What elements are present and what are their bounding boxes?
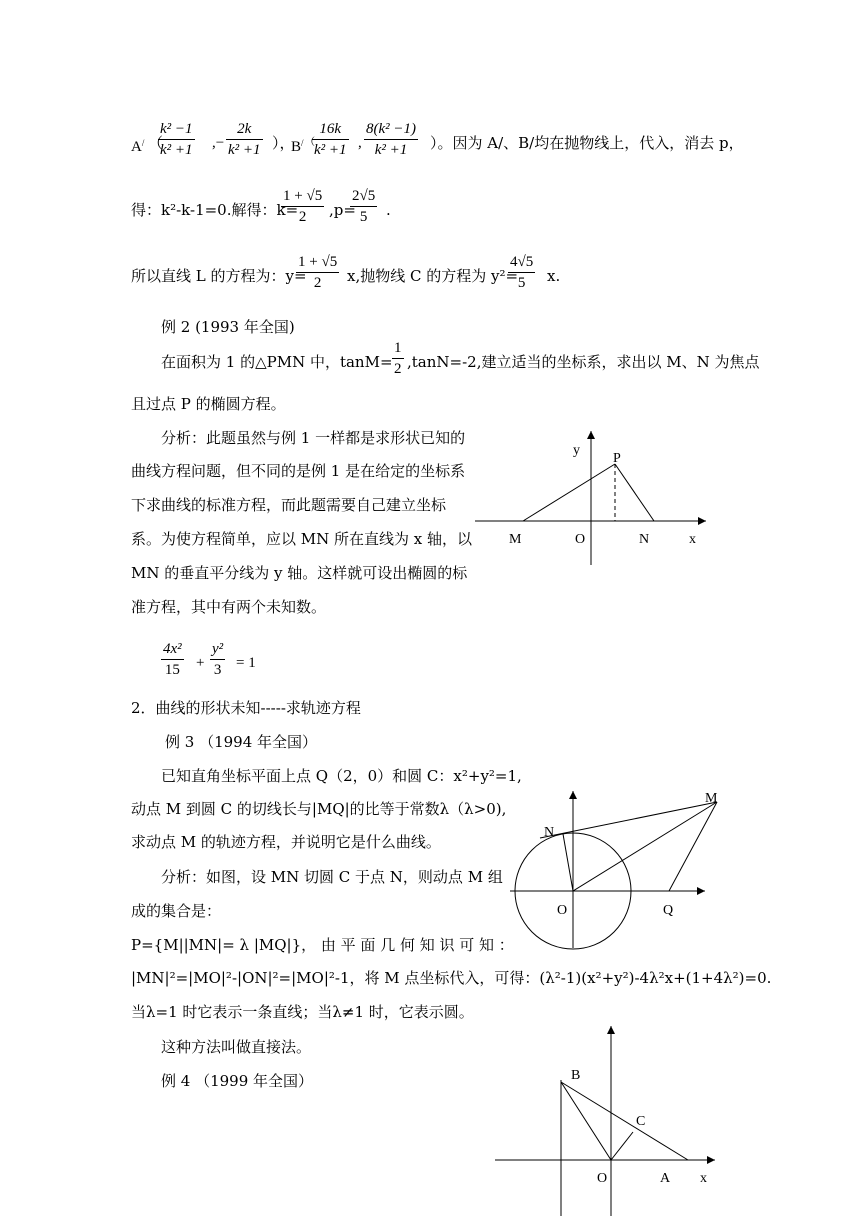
example-2-question-suffix: ,tanN=-2,建立适当的坐标系，求出以 M、N 为焦点 xyxy=(407,353,760,371)
label-x: x xyxy=(700,1171,707,1186)
example-2-title: 例 2 (1993 年全国) xyxy=(161,318,295,336)
line3-prefix: 所以直线 L 的方程为：y= xyxy=(131,267,307,285)
fraction-16k-over-k2p1: $\frac{16k}{\text{k² +1}}$ xyxy=(314,121,347,158)
label-p: P xyxy=(613,451,621,466)
open-paren: （ xyxy=(148,134,164,152)
example-3-line: 当λ=1 时它表示一条直线；当λ≠1 时，它表示圆。 xyxy=(131,1003,474,1021)
circle-tangent-figure xyxy=(505,785,730,950)
side-mp xyxy=(523,464,615,521)
label-n: N xyxy=(544,825,555,840)
y-axis-arrow xyxy=(587,431,595,439)
example-3-line: P={M||MN|= λ |MQ|}， 由 平 面 几 何 知 识 可 知 ： xyxy=(131,936,514,954)
line1-tail-text: ）。因为 A/、B/均在抛物线上，代入，消去 p， xyxy=(430,134,744,152)
section-2-title: 2．曲线的形状未知-----求轨迹方程 xyxy=(131,699,361,717)
label-a: A xyxy=(660,1171,671,1186)
example-3-line: 求动点 M 的轨迹方程，并说明它是什么曲线。 xyxy=(131,833,441,851)
fraction-one-half: $\frac{1}{2}$ xyxy=(394,340,402,377)
y-axis-arrow xyxy=(569,791,577,799)
x-axis-arrow xyxy=(707,1156,715,1164)
analysis-line: MN 的垂直平分线为 y 轴。这样就可设出椭圆的标 xyxy=(131,564,468,582)
x-axis-arrow xyxy=(698,517,706,525)
segment-ba xyxy=(561,1082,688,1160)
label-x: x xyxy=(689,532,696,547)
label-b-prime: B/ xyxy=(291,138,304,155)
fraction-parabola-coeff: $\frac{4√5}{5}$ xyxy=(510,254,534,291)
fraction-k2m1-over-k2p1: $\frac{\text{k² −1}}{\text{k² +1}}$ xyxy=(160,121,193,158)
tangent-mn xyxy=(540,802,717,838)
example-4-title: 例 4 （1999 年全国） xyxy=(161,1072,314,1090)
example-2-question-line2: 且过点 P 的椭圆方程。 xyxy=(131,395,286,413)
segment-om xyxy=(573,802,717,891)
side-pn xyxy=(615,464,654,521)
label-a-prime: A/ xyxy=(131,138,145,155)
radius-on xyxy=(563,834,573,891)
label-n: N xyxy=(639,532,650,547)
analysis-line: 系。为使方程简单，应以 MN 所在直线为 x 轴，以 xyxy=(131,530,473,548)
fraction-8-over-k2p1: $\frac{\text{8(k² −1)}}{\text{k² +1}}$ xyxy=(366,121,417,158)
segment-bo xyxy=(561,1082,611,1160)
line2-prefix: 得：k²-k-1=0.解得：k= xyxy=(131,201,299,219)
fraction-y2-over-3: $\frac{\text{y²}}{3}$ xyxy=(212,641,224,678)
analysis-line: 分析：此题虽然与例 1 一样都是求形状已知的 xyxy=(161,429,466,447)
label-o: O xyxy=(557,903,568,918)
example-3-title: 例 3 （1994 年全国） xyxy=(165,733,318,751)
example-3-line: 这种方法叫做直接法。 xyxy=(161,1038,312,1056)
label-m: M xyxy=(705,791,718,806)
fraction-k-value: $\frac{1 + √5}{2}$ xyxy=(283,188,323,225)
fraction-line-slope: $\frac{1 + √5}{2}$ xyxy=(298,254,338,291)
x-axis-arrow xyxy=(697,887,705,895)
analysis-line: 曲线方程问题，但不同的是例 1 是在给定的坐标系 xyxy=(131,462,466,480)
label-b: B xyxy=(571,1068,581,1083)
fraction-p-value: $\frac{2√5}{5}$ xyxy=(352,188,376,225)
segment-mq xyxy=(669,802,717,891)
triangle-pmn-figure xyxy=(470,425,710,570)
label-o: O xyxy=(575,532,586,547)
example-3-line: 分析：如图，设 MN 切圆 C 于点 N，则动点 M 组 xyxy=(161,868,503,886)
line3-mid: x,抛物线 C 的方程为 y²= xyxy=(347,267,519,285)
close-paren: ）， xyxy=(272,134,295,152)
example-3-line: 已知直角坐标平面上点 Q（2，0）和圆 C：x²+y²=1, xyxy=(161,767,522,785)
example-3-line: |MN|²=|MO|²-|ON|²=|MO|²-1，将 M 点坐标代入，可得：(λ²-1)(x²+y²)-4λ²x+(1+4λ²)=0. xyxy=(131,969,772,987)
triangle-bco-figure xyxy=(490,1020,725,1216)
example-3-line: 成的集合是： xyxy=(131,902,222,920)
fraction-4x2-over-15: $\frac{\text{4x²}}{15}$ xyxy=(163,641,182,678)
label-q: Q xyxy=(663,903,674,918)
segment-oc xyxy=(611,1132,633,1160)
fraction-2k-over-k2p1: $\frac{2k}{\text{k² +1}}$ xyxy=(228,121,261,158)
label-o: O xyxy=(597,1171,608,1186)
analysis-line: 下求曲线的标准方程，而此题需要自己建立坐标 xyxy=(131,496,447,514)
label-c: C xyxy=(636,1114,646,1129)
label-m: M xyxy=(509,532,522,547)
y-axis-arrow xyxy=(607,1026,615,1034)
analysis-line: 准方程，其中有两个未知数。 xyxy=(131,598,327,616)
example-3-line: 动点 M 到圆 C 的切线长与|MQ|的比等于常数λ（λ>0), xyxy=(131,800,507,818)
label-y: y xyxy=(573,443,580,458)
comma-minus: ,− xyxy=(212,135,225,151)
example-2-question-prefix: 在面积为 1 的△PMN 中，tanM= xyxy=(161,353,393,371)
line2-mid: ,p= xyxy=(329,201,356,219)
